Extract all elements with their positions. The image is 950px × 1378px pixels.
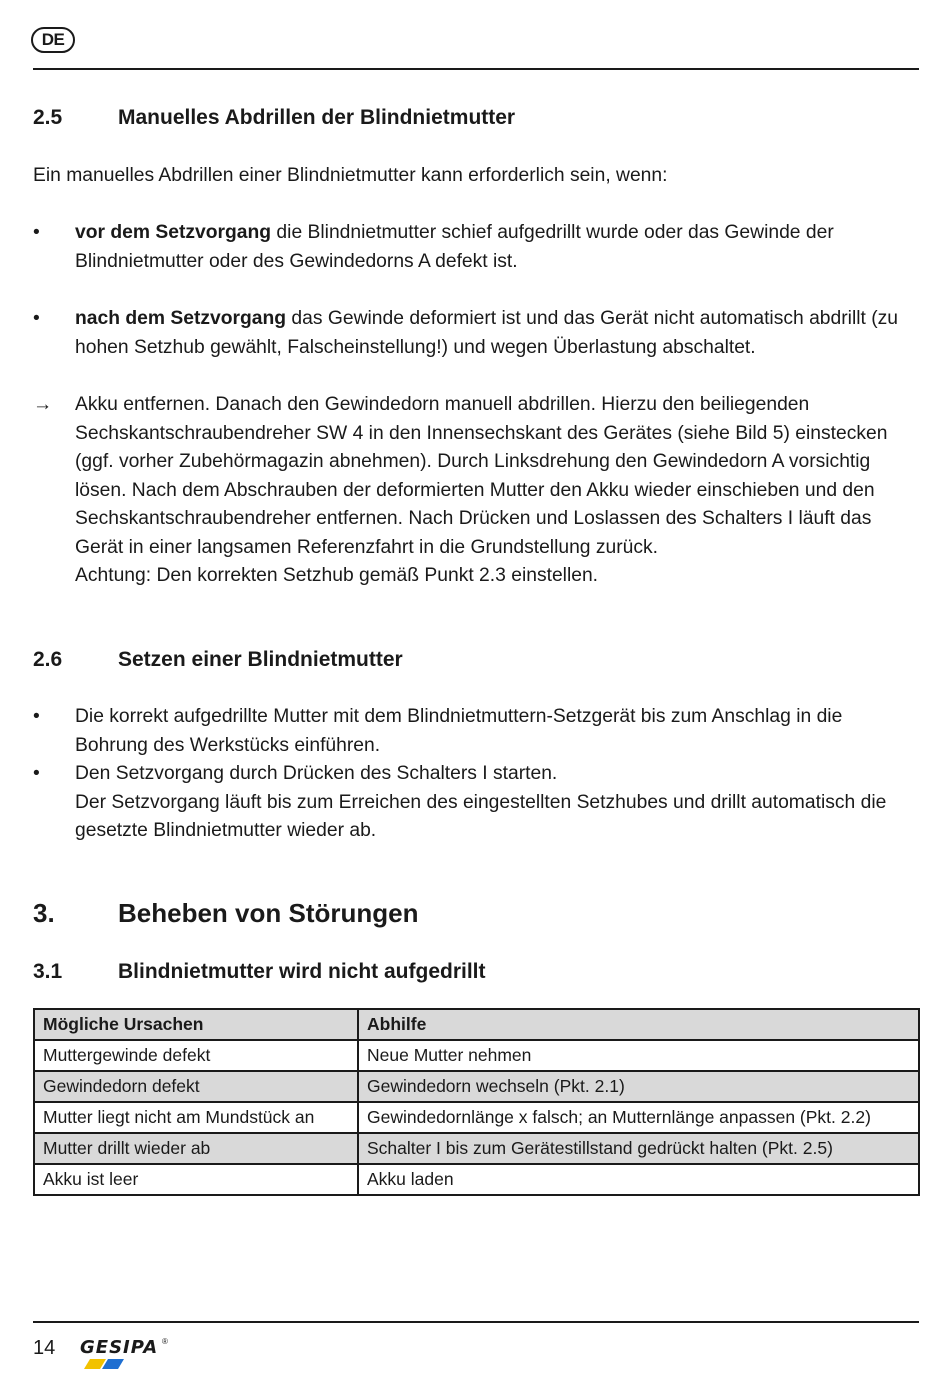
logo-stripe-icon bbox=[84, 1359, 124, 1369]
header-rule bbox=[33, 68, 919, 70]
list-item-text: Den Setzvorgang durch Drücken des Schalters I starten. bbox=[75, 763, 558, 784]
list-item bbox=[33, 760, 919, 846]
cause-cell: Muttergewinde defekt bbox=[34, 1040, 358, 1071]
section-title: Blindnietmutter wird nicht aufgedrillt bbox=[118, 960, 486, 983]
list-item bbox=[33, 305, 919, 362]
gesipa-logo bbox=[80, 1337, 170, 1371]
logo-wordmark: GESIPA bbox=[80, 1337, 159, 1358]
emphasis: nach dem Setzvorgang bbox=[75, 308, 287, 329]
section-number: 2.6 bbox=[33, 648, 63, 671]
section-title: Setzen einer Blindnietmutter bbox=[118, 648, 403, 671]
list-item-body bbox=[75, 305, 919, 362]
registered-mark: ® bbox=[162, 1337, 168, 1346]
remedy-cell: Gewindedornlänge x falsch; an Mutternlänge anpassen (Pkt. 2.2) bbox=[358, 1102, 919, 1133]
list-item-text: die Blindnietmutter schief aufgedrillt wurde oder das Gewinde der Blindnietmutter oder des Gewindedorns A defekt ist. bbox=[75, 222, 834, 272]
table-row bbox=[34, 1071, 919, 1102]
footer-rule bbox=[33, 1321, 919, 1323]
remedy-cell: Akku laden bbox=[358, 1164, 919, 1195]
bullet-icon: • bbox=[33, 706, 40, 727]
remedy-cell: Neue Mutter nehmen bbox=[358, 1040, 919, 1071]
bullet-icon: • bbox=[33, 763, 40, 784]
table-header-row bbox=[34, 1009, 919, 1040]
emphasis: vor dem Setzvorgang bbox=[75, 222, 272, 243]
language-badge: DE bbox=[31, 27, 75, 53]
column-header-remedy: Abhilfe bbox=[358, 1009, 919, 1040]
remedy-cell: Gewindedorn wechseln (Pkt. 2.1) bbox=[358, 1071, 919, 1102]
table-row bbox=[34, 1164, 919, 1195]
table-row bbox=[34, 1133, 919, 1164]
chapter-title: Beheben von Störungen bbox=[118, 898, 419, 928]
action-note: Achtung: Den korrekten Setzhub gemäß Punkt 2.3 einstellen. bbox=[75, 565, 599, 586]
bullet-icon: • bbox=[33, 222, 40, 243]
list-item bbox=[33, 703, 919, 760]
list-item-text: das Gewinde deformiert ist und das Gerät nicht automatisch abdrillt (zu hohen Setzhub gewählt, Falscheinstellung!) und wegen Überlastung abschaltet. bbox=[75, 308, 899, 358]
intro-paragraph: Ein manuelles Abdrillen einer Blindnietmutter kann erforderlich sein, wenn: bbox=[33, 165, 668, 186]
action-text: Akku entfernen. Danach den Gewindedorn manuell abdrillen. Hierzu den beiliegenden Sechskantschraubendreher SW 4 in den Innensechskant des Gerätes (siehe Bild 5) einstecken (ggf. vorher Zubehörmagazin abnehmen). Durch Linksdrehung den Gewindedorn A vorsichtig lösen. Nach dem Abschrauben der deformierten Mutter den Akku wieder einschieben und den Sechskantschraubendreher entfernen. Nach Drücken und Loslassen des Schalters I läuft das Gerät in einer langsamen Referenzfahrt in die Grundstellung zurück. bbox=[75, 394, 888, 558]
section-number: 3.1 bbox=[33, 960, 63, 983]
action-body bbox=[75, 391, 919, 591]
arrow-right-icon: → bbox=[33, 394, 53, 415]
cause-cell: Mutter liegt nicht am Mundstück an bbox=[34, 1102, 358, 1133]
chapter-number: 3. bbox=[33, 898, 55, 928]
cause-cell: Mutter drillt wieder ab bbox=[34, 1133, 358, 1164]
remedy-cell: Schalter I bis zum Gerätestillstand gedrückt halten (Pkt. 2.5) bbox=[358, 1133, 919, 1164]
troubleshooting-table bbox=[33, 1008, 920, 1196]
column-header-causes: Mögliche Ursachen bbox=[34, 1009, 358, 1040]
list-item-body bbox=[75, 219, 919, 276]
list-item-text: Der Setzvorgang läuft bis zum Erreichen des eingestellten Setzhubes und drillt automatisch die gesetzte Blindnietmutter wieder ab. bbox=[75, 791, 887, 841]
cause-cell: Gewindedorn defekt bbox=[34, 1071, 358, 1102]
list-item-text: Die korrekt aufgedrillte Mutter mit dem Blindnietmuttern-Setzgerät bis zum Anschlag in die Bohrung des Werkstücks einführen. bbox=[75, 706, 843, 756]
table-row bbox=[34, 1040, 919, 1071]
bullet-icon: • bbox=[33, 308, 40, 329]
table-row bbox=[34, 1102, 919, 1133]
cause-cell: Akku ist leer bbox=[34, 1164, 358, 1195]
section-title: Manuelles Abdrillen der Blindnietmutter bbox=[118, 106, 516, 129]
action-item bbox=[33, 391, 919, 591]
list-item-body bbox=[75, 760, 919, 846]
page-number: 14 bbox=[33, 1337, 56, 1359]
section-number: 2.5 bbox=[33, 106, 63, 129]
list-item bbox=[33, 219, 919, 276]
